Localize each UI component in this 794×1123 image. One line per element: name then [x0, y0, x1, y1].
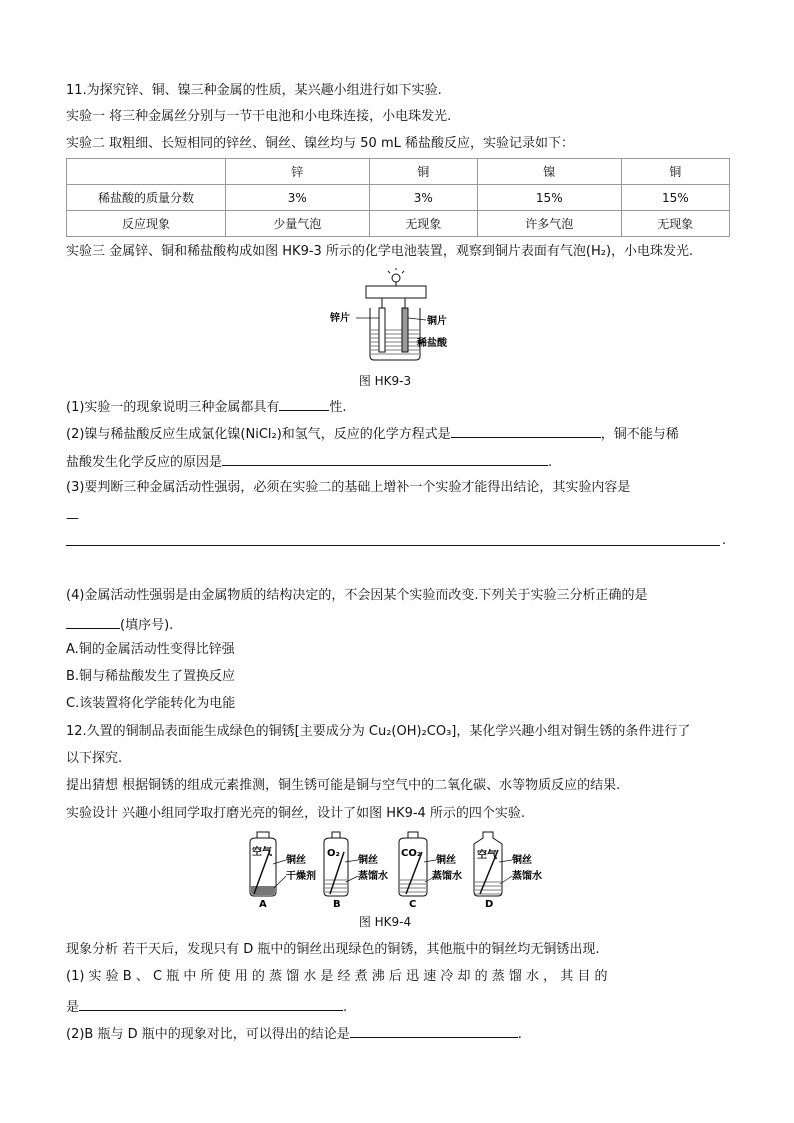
q12-part1-text: 是 [66, 1000, 80, 1015]
table-cell: 锌 [226, 159, 370, 185]
q12-part2 [66, 1023, 522, 1044]
answer-blank[interactable] [279, 396, 329, 411]
table-cell: 反应现象 [67, 211, 226, 237]
q12-intro-line2: 以下探究. [66, 751, 123, 766]
table-cell: 3% [226, 185, 370, 211]
table-cell: 镍 [477, 159, 621, 185]
q11-part2-suffix: ，铜不能与稀 [600, 427, 679, 442]
table-cell: 无现象 [621, 211, 729, 237]
q11-part1 [66, 396, 347, 417]
q11-exp2: 实验二 取粗细、长短相同的锌丝、铜丝、镍丝均与 50 mL 稀盐酸反应，实验记录如下： [66, 136, 574, 151]
bottle-letter: D [485, 899, 494, 908]
q11-part2-line1 [66, 423, 679, 444]
q12-part1-line2 [66, 996, 347, 1017]
wire-label: 铜丝 [436, 855, 456, 866]
bottle-c [399, 832, 462, 908]
q11-intro: 11.为探究锌、铜、镍三种金属的性质，某兴趣小组进行如下实验. [66, 83, 442, 98]
q12-guess: 提出猜想 根据铜锈的组成元素推测，铜生锈可能是铜与空气中的二氧化碳、水等物质反应的结果. [66, 778, 621, 793]
table-cell: 15% [477, 185, 621, 211]
zinc-plate [379, 308, 385, 352]
gas-label: 空气 [477, 850, 497, 861]
table-cell: 铜 [369, 159, 477, 185]
q11-exp1: 实验一 将三种金属丝分别与一节干电池和小电珠连接，小电珠发光. [66, 109, 452, 124]
wire-label: 铜丝 [512, 855, 532, 866]
copper-plate [402, 308, 408, 352]
option-a: A.铜的金属活动性变得比锌强 [66, 642, 235, 657]
q12-analysis: 现象分析 若干天后，发现只有 D 瓶中的铜丝出现绿色的铜锈，其他瓶中的铜丝均无铜锈出现. [66, 942, 600, 957]
q12-intro: 12.久置的铜制品表面能生成绿色的铜锈[主要成分为 Cu₂(OH)₂CO₃]，某化学兴趣小组对铜生锈的条件进行了 [66, 724, 691, 739]
q12-part1-end: . [343, 1000, 348, 1015]
q11-part1-suffix: 性. [329, 400, 347, 415]
q11-part2-end: . [548, 455, 553, 470]
q11-part3-end: . [722, 533, 727, 548]
figure-caption-hk9-3: 图 HK9-3 [358, 374, 412, 388]
q11-part4: (4)金属活动性强弱是由金属物质的结构决定的，不会因某个实验而改变.下列关于实验三分析正确的是 [66, 588, 648, 603]
q11-exp3: 实验三 金属锌、铜和稀盐酸构成如图 HK9-3 所示的化学电池装置，观察到铜片表面有气泡(H₂)，小电珠发光. [66, 244, 694, 259]
table-cell: 15% [621, 185, 729, 211]
table-cell: 许多气泡 [477, 211, 621, 237]
zinc-label: 锌片 [330, 313, 350, 324]
q11-part2-text2: 盐酸发生化学反应的原因是 [66, 455, 223, 470]
answer-blank[interactable] [451, 423, 601, 438]
bottle-letter: A [259, 899, 267, 908]
bottle-letter: B [333, 899, 341, 908]
q11-part1-text: (1)实验一的现象说明三种金属都具有 [66, 400, 280, 415]
acid-label: 稀盐酸 [417, 338, 447, 349]
figure-caption-hk9-4: 图 HK9-4 [358, 915, 412, 929]
answer-blank[interactable] [350, 1023, 518, 1038]
q12-part2-end: . [517, 1027, 522, 1042]
medium-label: 干燥剂 [286, 871, 316, 882]
answer-blank[interactable] [222, 451, 548, 466]
table-cell: 稀盐酸的质量分数 [67, 185, 226, 211]
gas-label: CO₂ [401, 848, 422, 859]
table-cell: 无现象 [369, 211, 477, 237]
table-cell: 少量气泡 [226, 211, 370, 237]
bottle-b [324, 832, 388, 908]
gas-label: O₂ [327, 848, 340, 859]
bulb-icon [388, 268, 404, 286]
table-row [67, 211, 730, 237]
gas-label: 空气 [252, 847, 272, 858]
medium-label: 蒸馏水 [432, 871, 462, 882]
q11-part2-line2 [66, 451, 552, 472]
option-c: C.该装置将化学能转化为电能 [66, 696, 236, 711]
medium-label: 蒸馏水 [512, 871, 542, 882]
wire-label: 铜丝 [286, 855, 306, 866]
answer-blank[interactable] [79, 996, 343, 1011]
q12-design: 实验设计 兴趣小组同学取打磨光亮的铜丝，设计了如图 HK9-4 所示的四个实验. [66, 806, 526, 821]
bottle-d [474, 832, 542, 908]
q12-part1: (1) 实 验 B 、 C 瓶 中 所 使 用 的 蒸 馏 水 是 经 煮 沸 后 迅 速 冷 却 的 蒸 馏 水 ， 其 目 的 [66, 969, 608, 984]
copper-rust-bottles-figure [240, 828, 560, 908]
table-cell: 铜 [621, 159, 729, 185]
medium-label: 蒸馏水 [358, 871, 388, 882]
bottle-letter: C [409, 899, 417, 908]
q11-part2-text: (2)镍与稀盐酸反应生成氯化镍(NiCl₂)和氢气，反应的化学方程式是 [66, 427, 451, 442]
table-header-row [67, 159, 730, 185]
table-cell: 3% [369, 185, 477, 211]
answer-line[interactable] [66, 545, 720, 546]
bottle-a [250, 832, 316, 908]
q12-part2-text: (2)B 瓶与 D 瓶中的现象对比，可以得出的结论是 [66, 1027, 350, 1042]
table-cell [67, 159, 226, 185]
table-row [67, 185, 730, 211]
battery-apparatus-figure [330, 268, 460, 368]
q11-part3-dash: — [66, 511, 79, 526]
wire-label: 铜丝 [358, 855, 378, 866]
q11-part4-line2 [66, 614, 173, 635]
copper-label: 铜片 [427, 316, 447, 327]
option-b: B.铜与稀盐酸发生了置换反应 [66, 669, 236, 684]
q11-part3: (3)要判断三种金属活动性强弱，必须在实验二的基础上增补一个实验才能得出结论，其实验内容是 [66, 480, 631, 495]
q11-part4-suffix: (填序号). [120, 618, 174, 633]
experiment-record-table [66, 158, 730, 237]
answer-blank[interactable] [66, 614, 120, 629]
